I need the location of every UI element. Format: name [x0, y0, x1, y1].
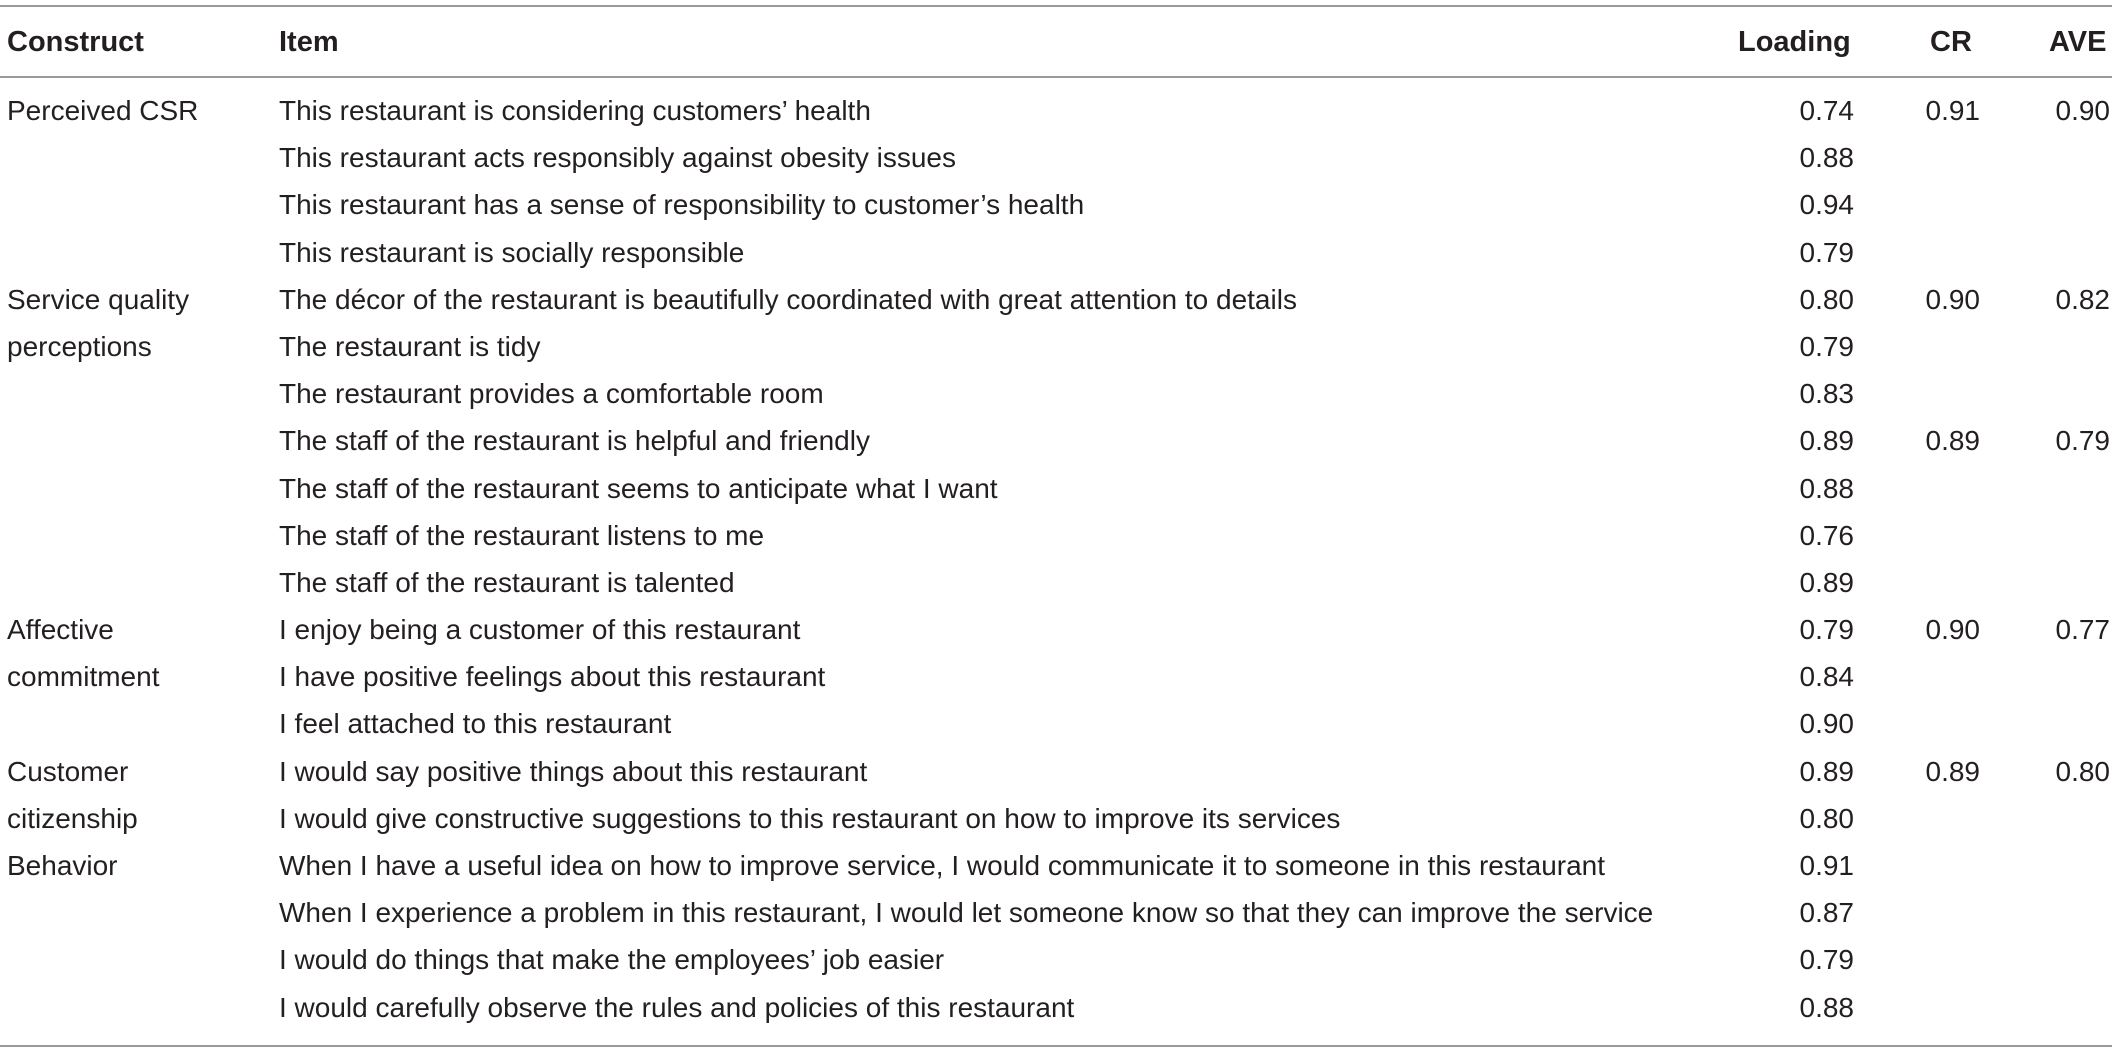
- cell-item: The staff of the restaurant listens to me: [279, 519, 765, 551]
- cell-loading: 0.76: [1799, 519, 1854, 551]
- cell-loading: 0.90: [1799, 708, 1854, 740]
- cell-cr: 0.90: [1925, 283, 1980, 315]
- cell-ave: 0.90: [2055, 95, 2110, 126]
- cell-construct: Affective: [7, 614, 114, 646]
- table-row: [0, 87, 2118, 134]
- cell-construct: Customer: [7, 755, 129, 787]
- cell-loading: 0.91: [1799, 850, 1854, 881]
- table-row: [0, 936, 2118, 983]
- table-row: [0, 606, 2118, 653]
- cell-construct: citizenship: [7, 802, 138, 834]
- cell-item: I would give constructive suggestions to this restaurant on how to improve its services: [279, 802, 1341, 834]
- cell-loading: 0.89: [1799, 755, 1854, 787]
- cell-cr: 0.89: [1925, 425, 1980, 457]
- cell-loading: 0.89: [1799, 566, 1854, 598]
- table-row: [0, 417, 2118, 464]
- cell-cr: 0.91: [1925, 95, 1980, 126]
- cell-loading: 0.84: [1799, 661, 1854, 693]
- table-header-rule: [0, 76, 2112, 78]
- cell-loading: 0.80: [1799, 283, 1854, 315]
- cell-item: I would say positive things about this restaurant: [279, 755, 868, 787]
- cell-loading: 0.89: [1799, 425, 1854, 457]
- cell-ave: 0.77: [2055, 614, 2110, 646]
- table-bottom-rule: [0, 1045, 2112, 1047]
- table-row: [0, 700, 2118, 747]
- header-construct: Construct: [7, 26, 144, 58]
- header-cr: CR: [1930, 26, 1972, 58]
- cell-loading: 0.79: [1799, 330, 1854, 362]
- cell-construct: commitment: [7, 661, 160, 693]
- table-row: [0, 229, 2118, 276]
- table-row: [0, 370, 2118, 417]
- cell-item: When I experience a problem in this restaurant, I would let someone know so that they can improve the service: [279, 897, 1654, 929]
- table-row: [0, 795, 2118, 842]
- cell-item: This restaurant is considering customers’ health: [279, 95, 871, 126]
- table-row: [0, 748, 2118, 795]
- cell-loading: 0.79: [1799, 236, 1854, 268]
- cell-item: I feel attached to this restaurant: [279, 708, 672, 740]
- cell-loading: 0.87: [1799, 897, 1854, 929]
- table-row: [0, 323, 2118, 370]
- header-loading: Loading: [1738, 26, 1851, 58]
- table-row: [0, 653, 2118, 700]
- cell-item: I would carefully observe the rules and policies of this restaurant: [279, 991, 1075, 1023]
- table-row: [0, 889, 2118, 936]
- cell-loading: 0.74: [1799, 95, 1854, 126]
- cell-loading: 0.80: [1799, 802, 1854, 834]
- table-body: [0, 87, 2118, 1031]
- cell-item: I would do things that make the employees’ job easier: [279, 944, 945, 976]
- table-row: [0, 181, 2118, 228]
- cell-loading: 0.79: [1799, 944, 1854, 976]
- cell-loading: 0.94: [1799, 189, 1854, 221]
- cell-item: This restaurant acts responsibly against obesity issues: [279, 142, 956, 174]
- cell-ave: 0.80: [2055, 755, 2110, 787]
- cell-loading: 0.88: [1799, 142, 1854, 174]
- cell-loading: 0.88: [1799, 472, 1854, 504]
- table-row: [0, 512, 2118, 559]
- table-row: [0, 984, 2118, 1031]
- cell-item: The décor of the restaurant is beautifully coordinated with great attention to details: [279, 283, 1297, 315]
- header-ave: AVE: [2049, 26, 2107, 58]
- header-item: Item: [279, 26, 339, 58]
- cell-loading: 0.88: [1799, 991, 1854, 1023]
- cell-item: The staff of the restaurant is helpful and friendly: [279, 425, 870, 457]
- table-header-row: [0, 14, 2118, 74]
- cell-cr: 0.90: [1925, 614, 1980, 646]
- table-row: [0, 465, 2118, 512]
- cell-item: The staff of the restaurant is talented: [279, 566, 735, 598]
- table-row: [0, 276, 2118, 323]
- cell-item: This restaurant has a sense of responsibility to customer’s health: [279, 189, 1085, 221]
- cell-loading: 0.83: [1799, 378, 1854, 410]
- cell-ave: 0.82: [2055, 283, 2110, 315]
- cell-item: I enjoy being a customer of this restaurant: [279, 614, 801, 646]
- cell-construct: perceptions: [7, 330, 152, 362]
- cell-item: The restaurant is tidy: [279, 330, 541, 362]
- cell-construct: Behavior: [7, 850, 118, 881]
- table-top-rule: [0, 5, 2112, 7]
- cell-item: This restaurant is socially responsible: [279, 236, 745, 268]
- cell-item: The restaurant provides a comfortable room: [279, 378, 824, 410]
- table-row: [0, 842, 2118, 889]
- cell-loading: 0.79: [1799, 614, 1854, 646]
- cell-construct: Service quality: [7, 283, 190, 315]
- cell-ave: 0.79: [2055, 425, 2110, 457]
- cell-item: When I have a useful idea on how to improve service, I would communicate it to someone in this restaurant: [279, 850, 1606, 881]
- cell-item: I have positive feelings about this restaurant: [279, 661, 826, 693]
- cell-cr: 0.89: [1925, 755, 1980, 787]
- table-row: [0, 559, 2118, 606]
- table-row: [0, 134, 2118, 181]
- cell-construct: Perceived CSR: [7, 95, 199, 126]
- cell-item: The staff of the restaurant seems to anticipate what I want: [279, 472, 998, 504]
